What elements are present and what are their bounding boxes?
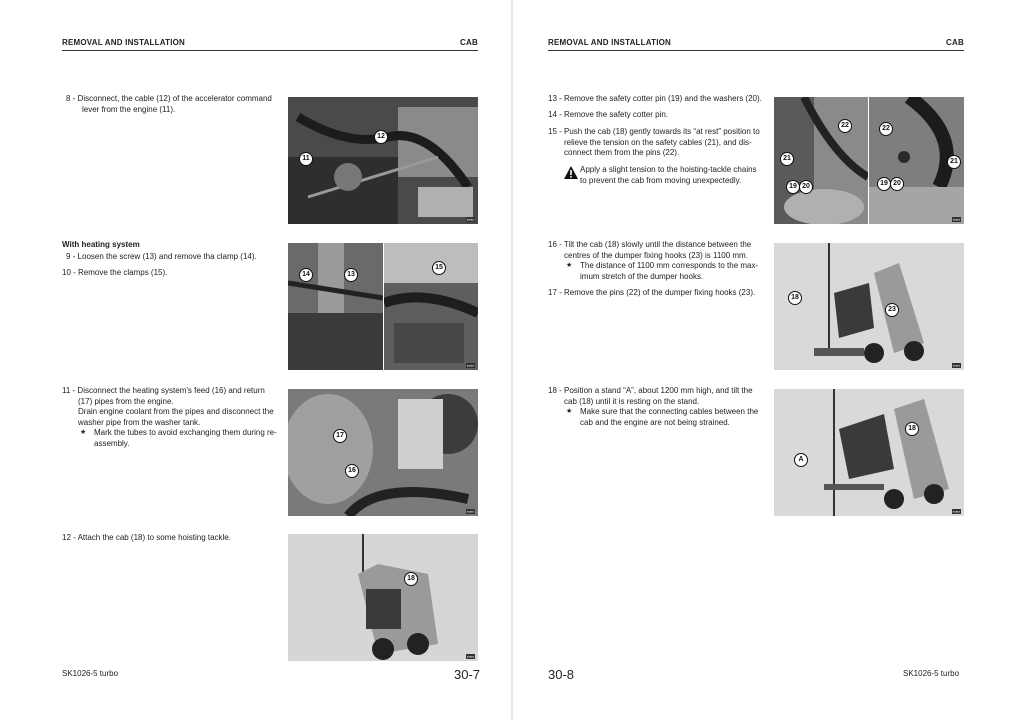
step-14: 14 - Remove the safety cotter pin. bbox=[548, 110, 669, 119]
photo-code: ▪▪▪▪▪ bbox=[952, 217, 960, 222]
photo-heating-feed-return bbox=[288, 389, 478, 516]
step-17: 17 - Remove the pins (22) of the dumper fixing hooks (23). bbox=[548, 288, 756, 297]
callout-18: 18 bbox=[905, 422, 919, 436]
heating-subtitle: With heating system bbox=[62, 240, 140, 249]
photo-stand bbox=[774, 389, 964, 516]
photo-safety-cotter-pin-b bbox=[869, 97, 964, 224]
photo-code: ▪▪▪▪▪ bbox=[466, 217, 474, 222]
step-15: 15 - Push the cab (18) gently towards its “at rest” position to relieve the tension on the safety cables (21), and dis- connect them from the pins (22). bbox=[548, 127, 760, 157]
callout-21: 21 bbox=[947, 155, 961, 169]
left-page bbox=[0, 0, 511, 720]
footer-model: SK1026-5 turbo bbox=[903, 669, 960, 678]
step-11: 11 - Disconnect the heating system's feed (16) and return (17) pipes from the engine. Drain engine coolant from the pipes and disconnect the washer pipe from the washer tank. ★ Mark the tubes to avoid exchanging them during re- assembly. bbox=[62, 386, 277, 449]
photo-heating-pipes bbox=[384, 243, 478, 370]
step-12: 12 - Attach the cab (18) to some hoisting tackle. bbox=[62, 533, 231, 542]
step-8: 8 - Disconnect, the cable (12) of the accelerator command lever from the engine (11). bbox=[66, 94, 272, 114]
callout-18: 18 bbox=[404, 572, 418, 586]
photo-code: ▪▪▪▪▪ bbox=[952, 363, 960, 368]
header-rule bbox=[548, 50, 964, 51]
pipes-photo-illustration bbox=[384, 243, 478, 370]
chapter-header: CAB bbox=[460, 38, 478, 47]
callout-17: 17 bbox=[333, 429, 347, 443]
page-number: 30-7 bbox=[454, 667, 481, 682]
footer-model: SK1026-5 turbo bbox=[62, 669, 119, 678]
warning-note: Apply a slight tension to the hoisting-tackle chains to prevent the cab from moving unexpectedly. bbox=[564, 165, 757, 186]
callout-18: 18 bbox=[788, 291, 802, 305]
clamp-photo-illustration bbox=[288, 243, 383, 370]
feed-return-photo-illustration bbox=[288, 389, 478, 516]
star-bullet-icon: ★ The distance of 1100 mm corresponds to the max- bbox=[564, 261, 758, 272]
chapter-header: CAB bbox=[946, 38, 964, 47]
callout-19: 19 bbox=[877, 177, 891, 191]
callout-22: 22 bbox=[879, 122, 893, 136]
step-10: 10 - Remove the clamps (15). bbox=[62, 268, 168, 277]
callout-A: A bbox=[794, 453, 808, 467]
header-rule bbox=[62, 50, 478, 51]
photo-tilt-cab bbox=[774, 243, 964, 370]
loader-hoist-illustration bbox=[288, 534, 478, 661]
callout-20: 20 bbox=[799, 180, 813, 194]
photo-safety-cotter-pin-a bbox=[774, 97, 868, 224]
photo-code: ▪▪▪▪▪ bbox=[952, 509, 960, 514]
section-header: REMOVAL AND INSTALLATION bbox=[548, 38, 672, 47]
photo-code: ▪▪▪▪▪ bbox=[466, 509, 474, 514]
callout-13: 13 bbox=[344, 268, 358, 282]
star-bullet-icon: ★ Make sure that the connecting cables between the bbox=[564, 407, 758, 418]
photo-heating-clamp bbox=[288, 243, 383, 370]
callout-20: 20 bbox=[890, 177, 904, 191]
step-18: 18 - Position a stand “A”, about 1200 mm high, and tilt the cab (18) until it is resting on the stand. ★ Make sure that the connecting cables between the cab and the engine are not being strained. bbox=[548, 386, 758, 428]
tilt-cab-illustration bbox=[774, 243, 964, 370]
callout-19: 19 bbox=[786, 180, 800, 194]
page-number: 30-8 bbox=[548, 667, 575, 682]
callout-11: 11 bbox=[299, 152, 313, 166]
callout-15: 15 bbox=[432, 261, 446, 275]
engine-photo-illustration bbox=[288, 97, 478, 224]
step-16: 16 - Tilt the cab (18) slowly until the distance between the centres of the dumper fixing hooks (23) is 1100 mm. ★ The distance of 1100 mm corresponds to the max- imum stretch of the dumper hooks. bbox=[548, 240, 758, 282]
right-page bbox=[513, 0, 1024, 720]
step-9: 9 - Loosen the screw (13) and remove tha clamp (14). bbox=[66, 252, 257, 261]
step-13: 13 - Remove the safety cotter pin (19) and the washers (20). bbox=[548, 94, 762, 103]
photo-hoisting-tackle bbox=[288, 534, 478, 661]
warning-triangle-icon bbox=[564, 166, 578, 179]
callout-12: 12 bbox=[374, 130, 388, 144]
callout-14: 14 bbox=[299, 268, 313, 282]
photo-code: ▪▪▪▪▪ bbox=[466, 654, 474, 659]
callout-22: 22 bbox=[838, 119, 852, 133]
star-bullet-icon: ★ Mark the tubes to avoid exchanging them during re- bbox=[78, 428, 277, 439]
callout-21: 21 bbox=[780, 152, 794, 166]
callout-16: 16 bbox=[345, 464, 359, 478]
section-header: REMOVAL AND INSTALLATION bbox=[62, 38, 186, 47]
callout-23: 23 bbox=[885, 303, 899, 317]
photo-accelerator-cable bbox=[288, 97, 478, 224]
photo-code: ▪▪▪▪▪ bbox=[466, 363, 474, 368]
